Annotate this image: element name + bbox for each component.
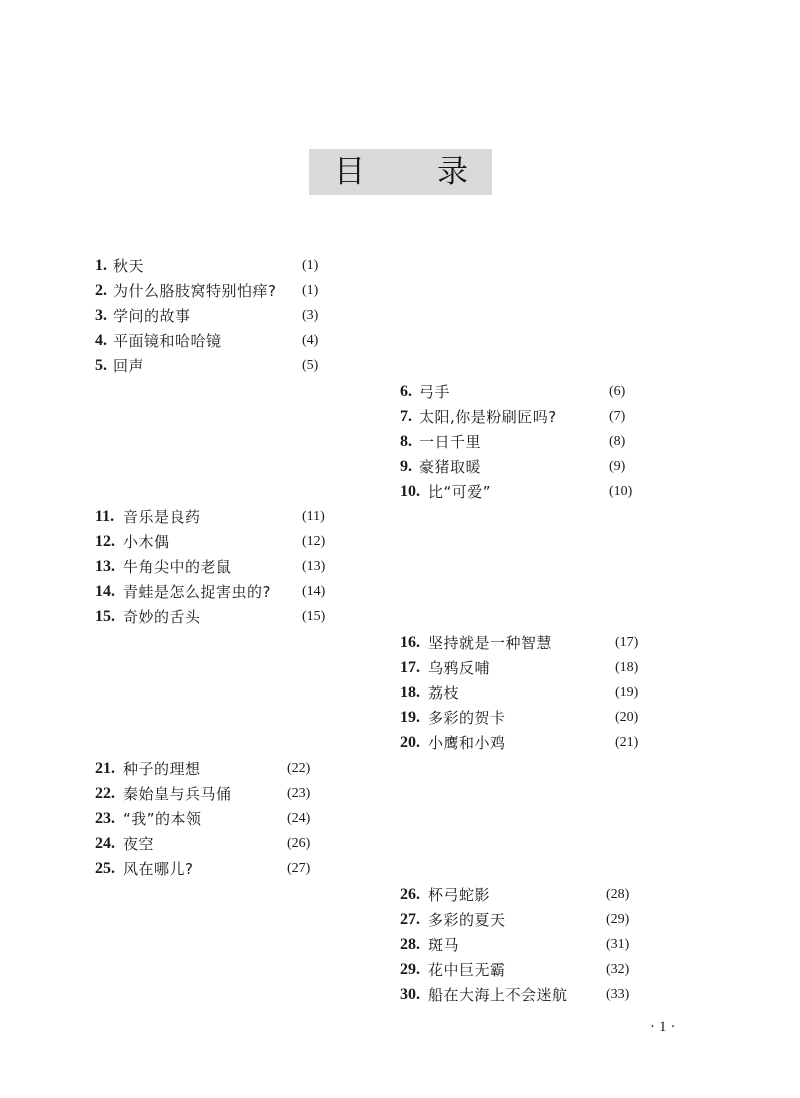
toc-item-title: 弓手	[419, 383, 451, 401]
toc-item-title: 斑马	[428, 936, 460, 954]
toc-item-number: 9.	[400, 458, 412, 475]
toc-item	[400, 984, 650, 1006]
toc-item-page: (9)	[609, 459, 626, 474]
toc-item-number: 8.	[400, 433, 412, 450]
toc-item-title: 小木偶	[123, 533, 170, 551]
toc-item-title: 学问的故事	[113, 307, 191, 325]
toc-item-title: 秦始皇与兵马俑	[123, 785, 232, 803]
toc-item	[95, 305, 335, 327]
toc-item	[95, 581, 340, 603]
toc-item-number: 21.	[95, 760, 115, 777]
page-number: ·1·	[650, 1019, 680, 1035]
toc-item-page: (19)	[615, 685, 639, 700]
toc-item-number: 19.	[400, 709, 420, 726]
toc-item-number: 13.	[95, 558, 115, 575]
toc-item-title: 太阳,你是粉刷匠吗?	[419, 408, 557, 426]
toc-item-number: 18.	[400, 684, 420, 701]
toc-item-number: 30.	[400, 986, 420, 1003]
toc-item-page: (29)	[606, 912, 630, 927]
toc-item	[95, 531, 340, 553]
toc-item-number: 15.	[95, 608, 115, 625]
toc-item	[400, 381, 650, 403]
toc-item-title: 音乐是良药	[123, 508, 201, 526]
toc-item-number: 26.	[400, 886, 420, 903]
toc-item-page: (4)	[302, 333, 319, 348]
toc-item-title: 杯弓蛇影	[428, 886, 491, 904]
toc-item	[400, 707, 655, 729]
toc-item-number: 10.	[400, 483, 420, 500]
toc-item-title: 豪猪取暖	[419, 458, 482, 476]
toc-item-title: “我”的本领	[123, 810, 202, 828]
toc-item-number: 27.	[400, 911, 420, 928]
toc-item-title: 多彩的夏天	[428, 911, 506, 929]
toc-item	[95, 556, 340, 578]
toc-item-number: 11.	[95, 508, 115, 525]
toc-item-title: 为什么胳肢窝特别怕痒?	[113, 282, 277, 300]
toc-item-number: 16.	[400, 634, 420, 651]
toc-item-number: 7.	[400, 408, 412, 425]
toc-item-title: 花中巨无霸	[428, 961, 506, 979]
title-char-mu: 目	[334, 154, 365, 190]
toc-item-number: 24.	[95, 835, 115, 852]
toc-item	[400, 959, 650, 981]
toc-item-title: 秋天	[113, 257, 145, 275]
toc-item-title: 小鹰和小鸡	[428, 734, 506, 752]
toc-item	[95, 783, 325, 805]
toc-item-title: 回声	[113, 357, 145, 375]
toc-item-page: (24)	[287, 811, 311, 826]
toc-item-page: (6)	[609, 384, 626, 399]
toc-item-page: (8)	[609, 434, 626, 449]
toc-item	[400, 406, 650, 428]
toc-item-title: 种子的理想	[123, 760, 201, 778]
toc-item	[95, 606, 340, 628]
toc-item-number: 2.	[95, 282, 107, 299]
toc-item-page: (1)	[302, 258, 319, 273]
toc-item-page: (3)	[302, 308, 319, 323]
toc-item-number: 29.	[400, 961, 420, 978]
toc-item-page: (5)	[302, 358, 319, 373]
toc-item	[400, 481, 650, 503]
toc-item-number: 23.	[95, 810, 115, 827]
toc-item-page: (17)	[615, 635, 639, 650]
toc-item	[400, 934, 650, 956]
toc-item-title: 青蛙是怎么捉害虫的?	[123, 583, 271, 601]
toc-item-title: 牛角尖中的老鼠	[123, 558, 232, 576]
toc-item-page: (1)	[302, 283, 319, 298]
toc-item-page: (13)	[302, 559, 326, 574]
toc-item-page: (21)	[615, 735, 639, 750]
toc-item-number: 3.	[95, 307, 107, 324]
toc-item	[95, 758, 325, 780]
toc-item-page: (33)	[606, 987, 630, 1002]
toc-item-page: (32)	[606, 962, 630, 977]
toc-item	[95, 355, 335, 377]
toc-item	[400, 657, 655, 679]
toc-item	[400, 431, 650, 453]
toc-item	[95, 833, 325, 855]
toc-item-page: (7)	[609, 409, 626, 424]
toc-item	[95, 280, 335, 302]
toc-item-number: 6.	[400, 383, 412, 400]
toc-item	[400, 884, 650, 906]
toc-item-page: (31)	[606, 937, 630, 952]
toc-item-title: 船在大海上不会迷航	[428, 986, 568, 1004]
toc-item-number: 4.	[95, 332, 107, 349]
toc-item-page: (26)	[287, 836, 311, 851]
toc-item	[95, 330, 335, 352]
toc-item-page: (11)	[302, 509, 325, 524]
toc-item-number: 20.	[400, 734, 420, 751]
toc-item-title: 荔枝	[428, 684, 460, 702]
toc-item-page: (10)	[609, 484, 633, 499]
toc-item	[95, 808, 325, 830]
toc-item-page: (22)	[287, 761, 311, 776]
toc-item	[95, 506, 340, 528]
toc-item-title: 一日千里	[419, 433, 482, 451]
toc-item-title: 坚持就是一种智慧	[428, 634, 553, 652]
toc-item-page: (20)	[615, 710, 639, 725]
toc-item-title: 夜空	[123, 835, 155, 853]
toc-item	[400, 682, 655, 704]
toc-item-page: (23)	[287, 786, 311, 801]
toc-item-title: 风在哪儿?	[123, 860, 194, 878]
toc-item	[400, 456, 650, 478]
toc-item-number: 28.	[400, 936, 420, 953]
title-char-lu: 录	[437, 154, 468, 190]
toc-item-number: 22.	[95, 785, 115, 802]
toc-item	[400, 909, 650, 931]
toc-item-number: 17.	[400, 659, 420, 676]
toc-item-title: 乌鸦反哺	[428, 659, 491, 677]
toc-item-number: 12.	[95, 533, 115, 550]
toc-item-title: 平面镜和哈哈镜	[113, 332, 222, 350]
toc-item-page: (27)	[287, 861, 311, 876]
toc-item-page: (28)	[606, 887, 630, 902]
toc-item-page: (18)	[615, 660, 639, 675]
toc-item	[400, 732, 655, 754]
toc-item	[400, 632, 655, 654]
toc-item-page: (12)	[302, 534, 326, 549]
toc-item-number: 25.	[95, 860, 115, 877]
toc-item-number: 1.	[95, 257, 107, 274]
toc-item-title: 比“可爱”	[428, 483, 492, 501]
toc-item-title: 奇妙的舌头	[123, 608, 201, 626]
toc-item-page: (15)	[302, 609, 326, 624]
toc-item-number: 5.	[95, 357, 107, 374]
toc-item-number: 14.	[95, 583, 115, 600]
toc-item-title: 多彩的贺卡	[428, 709, 506, 727]
toc-item-page: (14)	[302, 584, 326, 599]
toc-item	[95, 255, 335, 277]
toc-item	[95, 858, 325, 880]
